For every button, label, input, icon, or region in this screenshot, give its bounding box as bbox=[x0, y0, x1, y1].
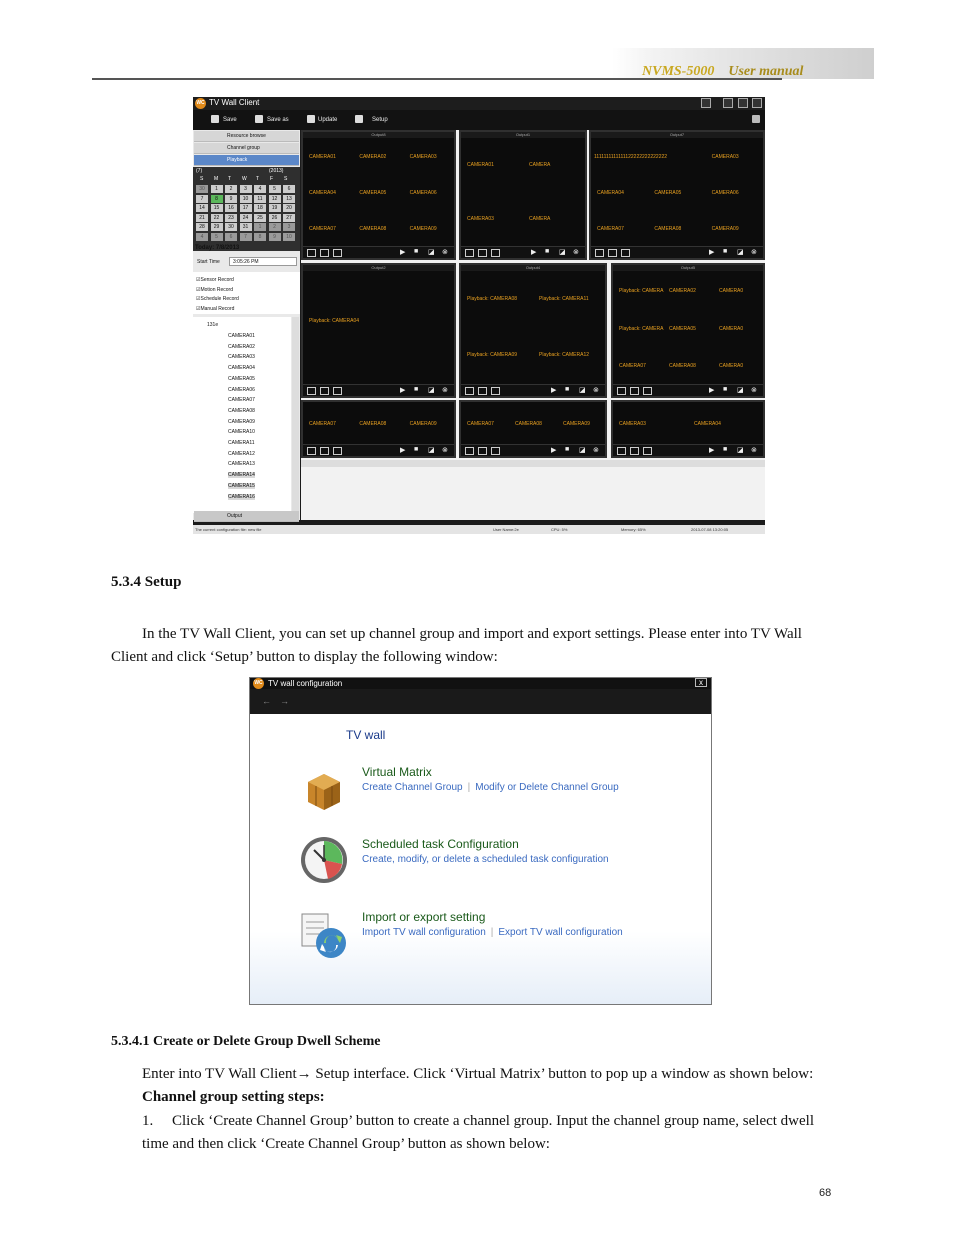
tree-scrollbar[interactable] bbox=[292, 317, 299, 513]
calendar-day[interactable]: 21 bbox=[196, 214, 208, 222]
calendar-day[interactable]: 12 bbox=[269, 195, 281, 203]
video-output-pane[interactable] bbox=[611, 263, 765, 398]
calendar-day[interactable]: 7 bbox=[240, 233, 252, 241]
camera-channel-label: CAMERA03 bbox=[619, 420, 646, 427]
subsection-heading: 5.3.4.1 Create or Delete Group Dwell Scheme bbox=[111, 1034, 381, 1049]
doc-name: User manual bbox=[728, 64, 804, 79]
stop-icon[interactable]: ■ bbox=[565, 386, 570, 393]
camera-channel-label: CAMERA08 bbox=[359, 420, 387, 427]
camera-tree bbox=[193, 317, 291, 513]
stop-icon[interactable]: ■ bbox=[723, 386, 728, 393]
snapshot-icon[interactable]: ◪ bbox=[428, 447, 435, 454]
camera-channel-label: CAMERA09 bbox=[563, 420, 590, 427]
record-type-checkbox[interactable] bbox=[196, 295, 239, 305]
layout-button-icon[interactable] bbox=[617, 447, 626, 455]
calendar-day[interactable]: 29 bbox=[211, 223, 223, 231]
camera-channel-label: Playback: CAMERA bbox=[619, 325, 664, 332]
step-1-text: Click ‘Create Channel Group’ button to create a channel group. Input the channel group name, select dwell time and then click ‘Create Channel Group’ button as shown below: bbox=[142, 1113, 814, 1152]
calendar-month[interactable]: (7) bbox=[196, 168, 203, 174]
calendar-day[interactable]: 3 bbox=[283, 223, 295, 231]
camera-channel-label: CAMERA06 bbox=[711, 190, 739, 197]
camera-tree-item[interactable]: CAMERA14 bbox=[228, 472, 255, 479]
weekday-label: F bbox=[270, 176, 274, 182]
close-pane-icon[interactable]: ⊗ bbox=[442, 447, 448, 454]
camera-channel-label: CAMERA05 bbox=[359, 190, 387, 197]
scheduled-task-title[interactable]: Scheduled task Configuration bbox=[362, 837, 519, 851]
camera-tree-item[interactable]: CAMERA06 bbox=[228, 386, 255, 393]
layout-button-icon[interactable] bbox=[320, 447, 329, 455]
camera-channel-label: CAMERA09 bbox=[711, 226, 739, 233]
setup-icon bbox=[355, 115, 363, 123]
update-icon bbox=[307, 115, 315, 123]
camera-channel-label: CAMERA07 bbox=[597, 226, 624, 233]
line1-part-b: Setup interface. Click ‘Virtual Matrix’ button to pop up a window as shown below: bbox=[311, 1066, 814, 1082]
forward-arrow-icon[interactable]: → bbox=[280, 696, 289, 706]
setup-button[interactable]: Setup bbox=[372, 117, 388, 123]
layout-button-icon[interactable] bbox=[320, 249, 329, 257]
pane-controls bbox=[461, 444, 605, 456]
record-type-label: Motion Record bbox=[200, 286, 233, 293]
layout-button-icon[interactable] bbox=[608, 249, 617, 257]
camera-channel-label: CAMERA06 bbox=[409, 190, 437, 197]
output-label: Output4 bbox=[461, 265, 605, 271]
calendar-day[interactable]: 25 bbox=[254, 214, 266, 222]
scheduled-task-clock-icon[interactable] bbox=[298, 834, 350, 886]
calendar-day[interactable]: 9 bbox=[225, 195, 237, 203]
camera-channel-label: CAMERA08 bbox=[654, 226, 682, 233]
output-label: Output8 bbox=[303, 132, 454, 138]
camera-channel-label: CAMERA07 bbox=[467, 420, 494, 427]
maximize-icon[interactable] bbox=[738, 98, 748, 108]
calendar-day[interactable]: 8 bbox=[254, 233, 266, 241]
layout-button-icon[interactable] bbox=[630, 387, 639, 395]
camera-tree-item[interactable]: CAMERA15 bbox=[228, 482, 255, 489]
checkbox-icon: ☑ bbox=[196, 296, 201, 303]
layout-button-icon[interactable] bbox=[307, 249, 316, 257]
camera-channel-label: CAMERA08 bbox=[359, 226, 387, 233]
window-title: TV Wall Client bbox=[209, 98, 260, 107]
calendar-day[interactable]: 30 bbox=[196, 185, 208, 193]
output-label: Output5 bbox=[613, 265, 763, 271]
link-separator: | bbox=[490, 927, 494, 938]
play-icon[interactable]: ▶ bbox=[709, 387, 715, 394]
camera-channel-label: Playback: CAMERA bbox=[619, 288, 664, 295]
save-button[interactable]: Save bbox=[223, 117, 237, 123]
layout-button-icon[interactable] bbox=[307, 447, 316, 455]
section-heading: 5.3.4 Setup bbox=[111, 574, 182, 590]
camera-channel-label: Playback: CAMERA04 bbox=[309, 318, 360, 325]
subsection-line1 bbox=[142, 1066, 813, 1083]
play-icon[interactable]: ▶ bbox=[400, 447, 406, 454]
camera-tree-item[interactable]: CAMERA05 bbox=[228, 375, 255, 382]
pane-controls bbox=[461, 384, 605, 396]
layout-button-icon[interactable] bbox=[595, 249, 604, 257]
calendar-day[interactable]: 6 bbox=[283, 185, 295, 193]
calendar-day[interactable]: 28 bbox=[196, 223, 208, 231]
create-channel-group-link[interactable]: Create Channel Group bbox=[362, 782, 463, 793]
checkbox-icon: ☑ bbox=[196, 306, 201, 313]
output-label: Output2 bbox=[303, 265, 454, 271]
calendar-year[interactable]: (2013) bbox=[269, 168, 284, 174]
camera-channel-label: Playback: CAMERA08 bbox=[467, 295, 518, 302]
camera-channel-label: CAMERA08 bbox=[515, 420, 542, 427]
pane-controls bbox=[303, 384, 454, 396]
camera-channel-label: CAMERA bbox=[529, 161, 551, 168]
layout-button-icon[interactable] bbox=[465, 387, 474, 395]
calendar-day[interactable]: 9 bbox=[269, 233, 281, 241]
weekday-label: W bbox=[242, 176, 247, 182]
play-icon[interactable]: ▶ bbox=[551, 447, 557, 454]
calendar-day[interactable]: 19 bbox=[269, 204, 281, 212]
config-window-title: TV wall configuration bbox=[268, 679, 343, 688]
layout-button-icon[interactable] bbox=[643, 387, 652, 395]
lock-icon[interactable] bbox=[752, 115, 760, 123]
record-type-label: Manual Record bbox=[200, 306, 235, 313]
play-icon[interactable]: ▶ bbox=[531, 249, 537, 256]
camera-channel-label: 1111111111111122222222222222 bbox=[594, 154, 668, 161]
calendar-day[interactable]: 10 bbox=[240, 195, 252, 203]
camera-channel-label: CAMERA07 bbox=[309, 226, 336, 233]
play-icon[interactable]: ▶ bbox=[709, 447, 715, 454]
camera-channel-label: CAMERA bbox=[529, 215, 551, 222]
calendar-day[interactable]: 23 bbox=[225, 214, 237, 222]
play-icon[interactable]: ▶ bbox=[400, 387, 406, 394]
video-output-pane[interactable] bbox=[301, 263, 456, 398]
camera-channel-label: CAMERA07 bbox=[619, 363, 646, 370]
camera-channel-label: CAMERA04 bbox=[309, 190, 336, 197]
minimize-icon[interactable] bbox=[701, 98, 711, 108]
calendar-day[interactable]: 27 bbox=[283, 214, 295, 222]
camera-channel-label: CAMERA03 bbox=[409, 154, 437, 161]
weekday-label: S bbox=[200, 176, 204, 182]
calendar-day[interactable]: 22 bbox=[211, 214, 223, 222]
snapshot-icon[interactable]: ◪ bbox=[579, 387, 586, 394]
calendar-day[interactable]: 3 bbox=[240, 185, 252, 193]
scheduled-task-config-link[interactable]: Create, modify, or delete a scheduled task configuration bbox=[362, 854, 609, 865]
status-memory: Memory: 65% bbox=[621, 527, 646, 532]
tv-wall-client-screenshot bbox=[193, 97, 765, 534]
layout-button-icon[interactable] bbox=[621, 249, 630, 257]
snapshot-icon[interactable]: ◪ bbox=[559, 249, 566, 256]
camera-channel-label: Playback: CAMERA11 bbox=[539, 295, 589, 302]
camera-channel-label: CAMERA02 bbox=[359, 154, 387, 161]
tree-root[interactable]: 131e bbox=[207, 322, 219, 328]
calendar bbox=[193, 167, 300, 251]
record-type-checkbox[interactable] bbox=[196, 276, 239, 286]
layout-button-icon[interactable] bbox=[333, 447, 342, 455]
status-cpu: CPU: 5% bbox=[551, 527, 568, 532]
calendar-day[interactable]: 4 bbox=[196, 233, 208, 241]
layout-button-icon[interactable] bbox=[643, 447, 652, 455]
snapshot-icon[interactable]: ◪ bbox=[737, 447, 744, 454]
calendar-day[interactable]: 8 bbox=[211, 195, 223, 203]
layout-button-icon[interactable] bbox=[478, 387, 487, 395]
calendar-day[interactable]: 15 bbox=[211, 204, 223, 212]
camera-channel-label: CAMERA05 bbox=[669, 325, 696, 332]
video-output-pane[interactable] bbox=[611, 400, 765, 458]
product-name: NVMS-5000 bbox=[642, 64, 715, 79]
play-icon[interactable]: ▶ bbox=[709, 249, 715, 256]
layout-button-icon[interactable] bbox=[333, 249, 342, 257]
pane-controls bbox=[303, 444, 454, 456]
snapshot-icon[interactable]: ◪ bbox=[428, 249, 435, 256]
camera-tree-item[interactable]: CAMERA13 bbox=[228, 461, 255, 468]
snapshot-icon[interactable]: ◪ bbox=[428, 387, 435, 394]
layout-button-icon[interactable] bbox=[465, 249, 474, 257]
close-pane-icon[interactable]: ⊗ bbox=[751, 249, 757, 256]
layout-button-icon[interactable] bbox=[491, 447, 500, 455]
output-button[interactable]: Output bbox=[194, 511, 299, 522]
import-export-icon[interactable] bbox=[298, 910, 350, 962]
calendar-day[interactable]: 5 bbox=[269, 185, 281, 193]
status-bar bbox=[193, 525, 765, 534]
camera-channel-label: CAMERA02 bbox=[669, 288, 696, 295]
channel-group-button[interactable]: Channel group bbox=[194, 143, 299, 154]
record-type-list bbox=[193, 272, 300, 314]
close-pane-icon[interactable]: ⊗ bbox=[573, 249, 579, 256]
layout-button-icon[interactable] bbox=[617, 387, 626, 395]
video-output-pane[interactable] bbox=[459, 400, 607, 458]
config-logo-icon: WC bbox=[253, 678, 264, 689]
video-output-pane[interactable] bbox=[301, 130, 456, 260]
config-title-bar bbox=[250, 678, 711, 689]
virtual-matrix-title[interactable]: Virtual Matrix bbox=[362, 765, 432, 779]
camera-tree-item[interactable]: CAMERA07 bbox=[228, 397, 255, 404]
camera-channel-label: CAMERA09 bbox=[409, 420, 437, 427]
calendar-day[interactable]: 5 bbox=[211, 233, 223, 241]
playback-button[interactable]: Playback bbox=[194, 155, 299, 166]
start-time-label: Start Time bbox=[197, 259, 220, 265]
config-body bbox=[250, 714, 711, 1004]
camera-tree-item[interactable]: CAMERA10 bbox=[228, 429, 255, 436]
config-heading: TV wall bbox=[346, 728, 386, 742]
calendar-day[interactable]: 16 bbox=[225, 204, 237, 212]
video-output-pane[interactable] bbox=[589, 130, 765, 260]
calendar-day[interactable]: 26 bbox=[269, 214, 281, 222]
calendar-day[interactable]: 17 bbox=[240, 204, 252, 212]
checkbox-icon: ☑ bbox=[196, 286, 201, 293]
camera-channel-label: CAMERA08 bbox=[669, 363, 696, 370]
camera-tree-item[interactable]: CAMERA04 bbox=[228, 365, 255, 372]
close-pane-icon[interactable]: ⊗ bbox=[442, 249, 448, 256]
config-close-button[interactable]: x bbox=[695, 678, 707, 687]
record-type-checkbox[interactable] bbox=[196, 305, 239, 315]
snapshot-icon[interactable]: ◪ bbox=[579, 447, 586, 454]
pane-controls bbox=[613, 384, 763, 396]
calendar-day[interactable]: 1 bbox=[211, 185, 223, 193]
save-as-button[interactable]: Save as bbox=[267, 117, 289, 123]
camera-channel-label: CAMERA07 bbox=[309, 420, 336, 427]
record-types bbox=[196, 276, 239, 315]
camera-tree-item[interactable]: CAMERA11 bbox=[228, 440, 255, 446]
stop-icon[interactable]: ■ bbox=[414, 386, 419, 393]
stop-icon[interactable]: ■ bbox=[545, 248, 550, 255]
record-type-label: Sensor Record bbox=[200, 277, 234, 283]
camera-channel-label: CAMERA09 bbox=[409, 226, 437, 233]
right-arrow-icon: → bbox=[296, 1066, 312, 1082]
close-pane-icon[interactable]: ⊗ bbox=[442, 387, 448, 394]
layout-button-icon[interactable] bbox=[307, 387, 316, 395]
calendar-day[interactable]: 13 bbox=[283, 195, 295, 203]
record-type-checkbox[interactable] bbox=[196, 286, 239, 296]
layout-button-icon[interactable] bbox=[630, 447, 639, 455]
import-config-link[interactable]: Import TV wall configuration bbox=[362, 927, 486, 938]
checkbox-icon: ☑ bbox=[196, 277, 201, 283]
running-header bbox=[642, 64, 803, 80]
camera-channel-label: CAMERA03 bbox=[711, 154, 739, 161]
status-user: User Name:2e bbox=[493, 527, 519, 532]
weekday-label: T bbox=[228, 176, 232, 182]
virtual-matrix-links bbox=[362, 782, 619, 793]
video-output-pane[interactable] bbox=[301, 400, 456, 458]
close-pane-icon[interactable]: ⊗ bbox=[593, 447, 599, 454]
layout-button-icon[interactable] bbox=[333, 387, 342, 395]
pane-controls bbox=[461, 246, 585, 258]
step-1-number: 1. bbox=[142, 1113, 154, 1129]
calendar-day[interactable]: 24 bbox=[240, 214, 252, 222]
app-logo-icon: WC bbox=[195, 98, 206, 109]
record-type-label: Schedule Record bbox=[200, 296, 239, 303]
line1-part-a: Enter into TV Wall Client bbox=[142, 1066, 297, 1082]
close-pane-icon[interactable]: ⊗ bbox=[751, 447, 757, 454]
calendar-day[interactable]: 30 bbox=[225, 223, 237, 231]
play-icon[interactable]: ▶ bbox=[400, 249, 406, 256]
weekday-label: S bbox=[284, 176, 288, 182]
layout-button-icon[interactable] bbox=[465, 447, 474, 455]
camera-tree-item[interactable]: CAMERA01 bbox=[228, 333, 255, 339]
left-panel bbox=[193, 130, 300, 520]
status-datetime: 2013-07-08 13:20:05 bbox=[691, 527, 729, 532]
play-icon[interactable]: ▶ bbox=[551, 387, 557, 394]
link-separator: | bbox=[467, 782, 471, 793]
weekday-label: T bbox=[256, 176, 260, 182]
calendar-day[interactable]: 10 bbox=[283, 233, 295, 241]
camera-tree-item[interactable]: CAMERA12 bbox=[228, 450, 255, 457]
camera-channel-label: CAMERA01 bbox=[467, 161, 494, 168]
tv-wall-area bbox=[301, 130, 765, 520]
save-as-icon bbox=[255, 115, 263, 123]
calendar-day[interactable]: 6 bbox=[225, 233, 237, 241]
start-time-input[interactable]: 3:05:26 PM bbox=[229, 257, 297, 266]
page-number: 68 bbox=[819, 1187, 832, 1199]
wall-horizontal-scrollbar[interactable] bbox=[301, 460, 765, 467]
weekday-label: M bbox=[214, 176, 219, 182]
restore-icon[interactable] bbox=[723, 98, 733, 108]
tv-wall-configuration-screenshot bbox=[249, 677, 712, 1005]
output-label: Output7 bbox=[591, 132, 763, 138]
camera-tree-item[interactable]: CAMERA09 bbox=[228, 418, 255, 425]
snapshot-icon[interactable]: ◪ bbox=[737, 387, 744, 394]
camera-tree-item[interactable]: CAMERA16 bbox=[228, 493, 255, 500]
stop-icon[interactable]: ■ bbox=[723, 248, 728, 255]
pane-controls bbox=[303, 246, 454, 258]
stop-icon[interactable]: ■ bbox=[565, 446, 570, 453]
layout-button-icon[interactable] bbox=[478, 447, 487, 455]
close-icon[interactable] bbox=[752, 98, 762, 108]
camera-channel-label: CAMERA0 bbox=[719, 288, 744, 295]
modify-delete-channel-group-link[interactable]: Modify or Delete Channel Group bbox=[475, 782, 619, 793]
camera-channel-label: CAMERA04 bbox=[694, 420, 721, 427]
close-pane-icon[interactable]: ⊗ bbox=[593, 387, 599, 394]
toolbar bbox=[193, 110, 765, 130]
layout-button-icon[interactable] bbox=[491, 249, 500, 257]
camera-channel-label: Playback: CAMERA12 bbox=[539, 352, 590, 359]
camera-channel-label: CAMERA03 bbox=[467, 215, 494, 222]
back-arrow-icon[interactable]: ← bbox=[262, 696, 271, 706]
camera-channel-label: CAMERA0 bbox=[719, 363, 744, 370]
calendar-day[interactable]: 7 bbox=[196, 195, 208, 203]
camera-channel-label: CAMERA0 bbox=[719, 325, 744, 332]
stop-icon[interactable]: ■ bbox=[414, 446, 419, 453]
calendar-day[interactable]: 14 bbox=[196, 204, 208, 212]
import-export-links bbox=[362, 927, 623, 938]
pane-controls bbox=[591, 246, 763, 258]
calendar-day[interactable]: 18 bbox=[254, 204, 266, 212]
calendar-day[interactable]: 20 bbox=[283, 204, 295, 212]
camera-channel-label: CAMERA01 bbox=[309, 154, 336, 161]
title-bar bbox=[193, 97, 765, 110]
layout-button-icon[interactable] bbox=[478, 249, 487, 257]
config-nav-bar bbox=[250, 689, 711, 714]
import-export-title[interactable]: Import or export setting bbox=[362, 910, 486, 924]
stop-icon[interactable]: ■ bbox=[414, 248, 419, 255]
scheduled-task-links bbox=[362, 854, 609, 865]
output-label: Output1 bbox=[461, 132, 585, 138]
update-button[interactable]: Update bbox=[318, 117, 338, 123]
calendar-day[interactable]: 2 bbox=[269, 223, 281, 231]
camera-channel-label: CAMERA04 bbox=[597, 190, 624, 197]
save-icon bbox=[211, 115, 219, 123]
calendar-day[interactable]: 1 bbox=[254, 223, 266, 231]
video-output-pane[interactable] bbox=[459, 130, 587, 260]
camera-tree-item[interactable]: CAMERA03 bbox=[228, 354, 255, 361]
camera-channel-label: Playback: CAMERA09 bbox=[467, 352, 518, 359]
steps-title: Channel group setting steps: bbox=[142, 1089, 325, 1105]
stop-icon[interactable]: ■ bbox=[723, 446, 728, 453]
virtual-matrix-icon[interactable] bbox=[298, 764, 350, 816]
calendar-day[interactable]: 2 bbox=[225, 185, 237, 193]
camera-channel-label: CAMERA05 bbox=[654, 190, 682, 197]
camera-tree-item[interactable]: CAMERA08 bbox=[228, 407, 255, 414]
today-label: Today: 7/8/2013 bbox=[195, 245, 240, 251]
status-file: The current configuration file: new file bbox=[195, 527, 262, 532]
pane-controls bbox=[613, 444, 763, 456]
calendar-day[interactable]: 4 bbox=[254, 185, 266, 193]
resource-browse-button[interactable]: Resource browse bbox=[194, 131, 299, 142]
step-1 bbox=[142, 1110, 842, 1156]
video-output-pane[interactable] bbox=[459, 263, 607, 398]
section-intro: In the TV Wall Client, you can set up channel group and import and export settings. Please enter into TV Wall Client and click ‘Setup’ button to display the following window: bbox=[111, 626, 802, 665]
calendar-day[interactable]: 11 bbox=[254, 195, 266, 203]
calendar-day[interactable]: 31 bbox=[240, 223, 252, 231]
layout-button-icon[interactable] bbox=[320, 387, 329, 395]
layout-button-icon[interactable] bbox=[491, 387, 500, 395]
export-config-link[interactable]: Export TV wall configuration bbox=[498, 927, 623, 938]
snapshot-icon[interactable]: ◪ bbox=[737, 249, 744, 256]
close-pane-icon[interactable]: ⊗ bbox=[751, 387, 757, 394]
camera-tree-item[interactable]: CAMERA02 bbox=[228, 343, 255, 350]
